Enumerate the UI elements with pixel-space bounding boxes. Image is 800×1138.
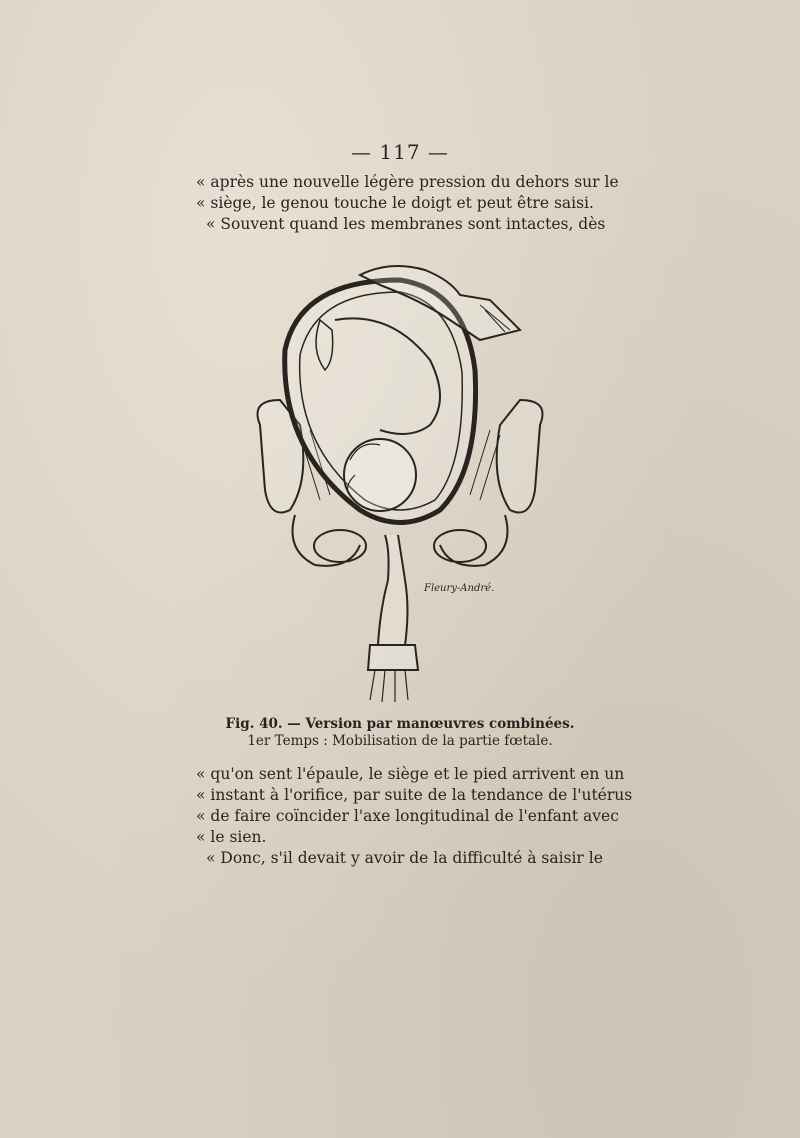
- text-line: « instant à l'orifice, par suite de la tendance de l'utérus: [196, 786, 633, 804]
- text-line: « siège, le genou touche le doigt et peut être saisi.: [196, 194, 594, 212]
- page-number: — 117 —: [351, 140, 449, 164]
- caption-title: Fig. 40. — Version par manœuvres combinées.: [225, 716, 575, 732]
- text-line: « de faire coïncider l'axe longitudinal de l'enfant avec: [196, 807, 619, 825]
- figure-caption: [0, 716, 800, 750]
- internal-hand-drawing: [368, 535, 418, 702]
- caption-subtitle: 1er Temps : Mobilisation de la partie fœtale.: [247, 733, 553, 749]
- text-line: « qu'on sent l'épaule, le siège et le pied arrivent en un: [196, 765, 625, 783]
- text-line: « Souvent quand les membranes sont intactes, dès: [206, 215, 606, 233]
- illustrator-signature: Fleury-André.: [424, 583, 495, 594]
- text-line: « après une nouvelle légère pression du dehors sur le: [196, 173, 619, 191]
- paragraph-bottom: [196, 764, 633, 869]
- obstetric-illustration: [240, 250, 560, 710]
- text-line: « Donc, s'il devait y avoir de la difficulté à saisir le: [206, 849, 603, 867]
- text-line: « le sien.: [196, 828, 267, 846]
- paragraph-top: [196, 172, 619, 235]
